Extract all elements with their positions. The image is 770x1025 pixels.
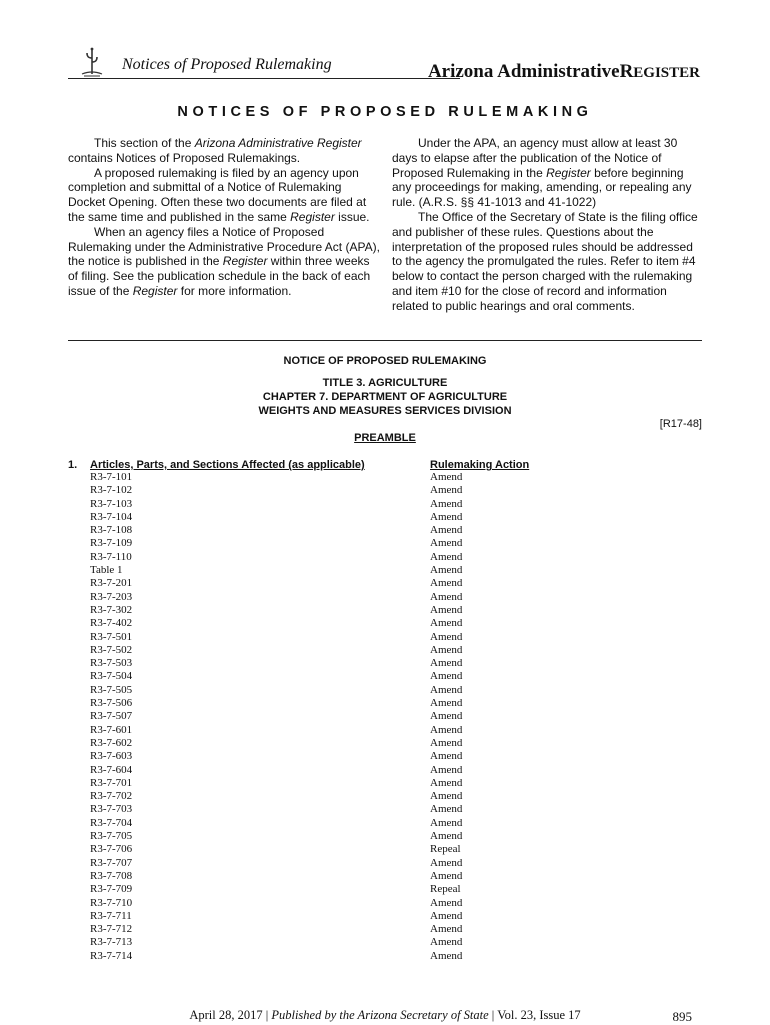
- table-row: [0, 471, 770, 484]
- rule-action: Amend: [430, 949, 463, 962]
- chapter-heading: CHAPTER 7. DEPARTMENT OF AGRICULTURE: [262, 391, 508, 403]
- rule-section: R3-7-707: [90, 856, 133, 869]
- table-row: [0, 870, 770, 883]
- rule-action: Amend: [430, 750, 463, 763]
- table-row: [0, 484, 770, 497]
- rule-section: R3-7-602: [90, 736, 133, 749]
- table-row: [0, 697, 770, 710]
- intro-paragraph: A proposed rulemaking is filed by an agency upon completion and submittal of a Notice of Rulemaking Docket Opening. Often these two documents are filed at the same time and published in the same Register issue.: [68, 165, 370, 224]
- page-header: [68, 44, 700, 82]
- table-row: [0, 923, 770, 936]
- rule-action: Amend: [430, 577, 463, 590]
- rule-action: Amend: [430, 657, 463, 670]
- table-row: [0, 617, 770, 630]
- table-row: [0, 498, 770, 511]
- section-title: NOTICES OF PROPOSED RULEMAKING: [177, 104, 593, 120]
- table-row: [0, 644, 770, 657]
- rule-section: R3-7-103: [90, 497, 133, 510]
- rule-section: R3-7-601: [90, 723, 133, 736]
- rule-action: Amend: [430, 803, 463, 816]
- rule-action: Amend: [430, 510, 463, 523]
- rule-action: Amend: [430, 537, 463, 550]
- table-row: [0, 724, 770, 737]
- rule-action: Amend: [430, 776, 463, 789]
- table-row: [0, 843, 770, 856]
- rule-action: Repeal: [430, 843, 461, 856]
- rule-action: Amend: [430, 736, 463, 749]
- rule-action: Amend: [430, 723, 463, 736]
- rule-section: R3-7-102: [90, 484, 133, 497]
- rule-action: Amend: [430, 590, 463, 603]
- rule-section: R3-7-104: [90, 510, 133, 523]
- rule-action: Amend: [430, 909, 463, 922]
- header-rule: [68, 78, 460, 79]
- table-row: [0, 897, 770, 910]
- table-row: [0, 803, 770, 816]
- rule-section: R3-7-604: [90, 763, 133, 776]
- rule-action: Amend: [430, 524, 463, 537]
- intro-paragraph: The Office of the Secretary of State is the filing office and publisher of these rules. Questions about the interpretation of the proposed rules should be addressed to the agency the promulgated the rules. Refer to item #4 below to contact the person charged with the rulemaking and item #10 for the close of record and information related to public hearings and oral comments.: [392, 209, 698, 313]
- table-row: [0, 684, 770, 697]
- rule-section: R3-7-706: [90, 843, 133, 856]
- table-row: [0, 750, 770, 763]
- item-number: 1.: [68, 459, 78, 471]
- rule-section: R3-7-201: [90, 577, 133, 590]
- rule-section: R3-7-108: [90, 524, 133, 537]
- rule-action: Amend: [430, 816, 463, 829]
- rule-action: Amend: [430, 484, 463, 497]
- rule-action: Amend: [430, 603, 463, 616]
- rule-section: R3-7-109: [90, 537, 133, 550]
- table-row: [0, 537, 770, 550]
- table-row: [0, 564, 770, 577]
- table-row: [0, 631, 770, 644]
- rule-section: R3-7-709: [90, 883, 133, 896]
- rule-section: R3-7-708: [90, 869, 133, 882]
- rule-action: Amend: [430, 550, 463, 563]
- rule-action: Amend: [430, 697, 463, 710]
- rulemaking-action-header: Rulemaking Action: [430, 459, 530, 471]
- rule-action: Amend: [430, 630, 463, 643]
- table-row: [0, 710, 770, 723]
- table-row: [0, 883, 770, 896]
- cactus-logo-icon: [78, 46, 106, 78]
- docket-number: [R17-48]: [659, 418, 702, 430]
- rule-action: Amend: [430, 830, 463, 843]
- rule-section: R3-7-110: [90, 550, 132, 563]
- rule-section: R3-7-507: [90, 710, 133, 723]
- table-row: [0, 657, 770, 670]
- rule-section: R3-7-711: [90, 909, 132, 922]
- rule-section: R3-7-703: [90, 803, 133, 816]
- rule-section: R3-7-402: [90, 617, 133, 630]
- header-section-title: Notices of Proposed Rulemaking: [122, 56, 332, 73]
- rule-action: Amend: [430, 564, 463, 577]
- intro-left-column: [68, 136, 380, 299]
- table-row: [0, 790, 770, 803]
- rule-section: R3-7-705: [90, 830, 133, 843]
- rule-action: Amend: [430, 923, 463, 936]
- intro-paragraph: This section of the Arizona Administrative Register contains Notices of Proposed Rulemakings.: [68, 136, 362, 165]
- rule-section: R3-7-701: [90, 776, 133, 789]
- rule-section: R3-7-603: [90, 750, 133, 763]
- table-row: [0, 830, 770, 843]
- table-row: [0, 737, 770, 750]
- rule-action: Amend: [430, 896, 463, 909]
- rule-action: Amend: [430, 869, 463, 882]
- table-row: [0, 910, 770, 923]
- table-row: [0, 670, 770, 683]
- item-label: Articles, Parts, and Sections Affected (as applicable): [90, 459, 365, 471]
- rule-action: Amend: [430, 617, 463, 630]
- rule-action: Amend: [430, 856, 463, 869]
- rule-section: R3-7-503: [90, 657, 133, 670]
- rule-section: R3-7-502: [90, 643, 133, 656]
- rule-section: R3-7-505: [90, 683, 133, 696]
- rule-action: Amend: [430, 763, 463, 776]
- rule-action: Amend: [430, 670, 463, 683]
- rule-action: Amend: [430, 710, 463, 723]
- rule-section: R3-7-506: [90, 697, 133, 710]
- intro-paragraph: When an agency files a Notice of Proposed Rulemaking under the Administrative Procedure Act (APA), the notice is published in the Register within three weeks of filing. See the publication schedule in the back of each issue of the Register for more information.: [68, 224, 380, 298]
- title-heading: TITLE 3. AGRICULTURE: [322, 377, 448, 389]
- rule-section: R3-7-101: [90, 471, 133, 483]
- table-row: [0, 777, 770, 790]
- rule-section: R3-7-702: [90, 790, 133, 803]
- table-row: [0, 604, 770, 617]
- rule-section: R3-7-710: [90, 896, 133, 909]
- rule-action: Amend: [430, 497, 463, 510]
- table-row: [0, 950, 770, 963]
- rule-section: R3-7-714: [90, 949, 133, 962]
- rule-section: R3-7-302: [90, 603, 133, 616]
- division-heading: WEIGHTS AND MEASURES SERVICES DIVISION: [258, 405, 512, 417]
- rule-action: Repeal: [430, 883, 461, 896]
- rule-action: Amend: [430, 790, 463, 803]
- rules-list: [0, 471, 770, 963]
- rule-section: R3-7-203: [90, 590, 133, 603]
- rule-action: Amend: [430, 683, 463, 696]
- table-row: [0, 764, 770, 777]
- rule-action: Amend: [430, 936, 463, 949]
- table-row: [0, 551, 770, 564]
- preamble-heading: PREAMBLE: [354, 432, 416, 444]
- intro-paragraph: Under the APA, an agency must allow at least 30 days to elapse after the publication of the Notice of Proposed Rulemaking in the Register before beginning any proceedings for making, amending, or repealing any rule. (A.R.S. §§ 41-1013 and 41-1022): [392, 136, 692, 210]
- intro-right-column: [392, 136, 702, 314]
- notice-title: NOTICE OF PROPOSED RULEMAKING: [283, 355, 487, 367]
- rule-section: R3-7-501: [90, 630, 133, 643]
- table-row: [0, 936, 770, 949]
- table-row: [0, 591, 770, 604]
- table-row: [0, 857, 770, 870]
- section-divider: [68, 340, 702, 341]
- table-row: [0, 577, 770, 590]
- rule-section: R3-7-704: [90, 816, 133, 829]
- header-publication-title: Arizona AdministrativeREGISTER: [427, 61, 700, 82]
- table-row: [0, 511, 770, 524]
- rule-section: Table 1: [90, 564, 123, 577]
- rule-section: R3-7-713: [90, 936, 133, 949]
- rule-section: R3-7-712: [90, 923, 133, 936]
- table-row: [0, 524, 770, 537]
- rule-action: Amend: [430, 471, 463, 483]
- page-footer: April 28, 2017 | Published by the Arizona Secretary of State | Vol. 23, Issue 17: [189, 1008, 581, 1022]
- page-number: 895: [672, 1009, 692, 1024]
- rule-action: Amend: [430, 643, 463, 656]
- table-row: [0, 817, 770, 830]
- rule-section: R3-7-504: [90, 670, 133, 683]
